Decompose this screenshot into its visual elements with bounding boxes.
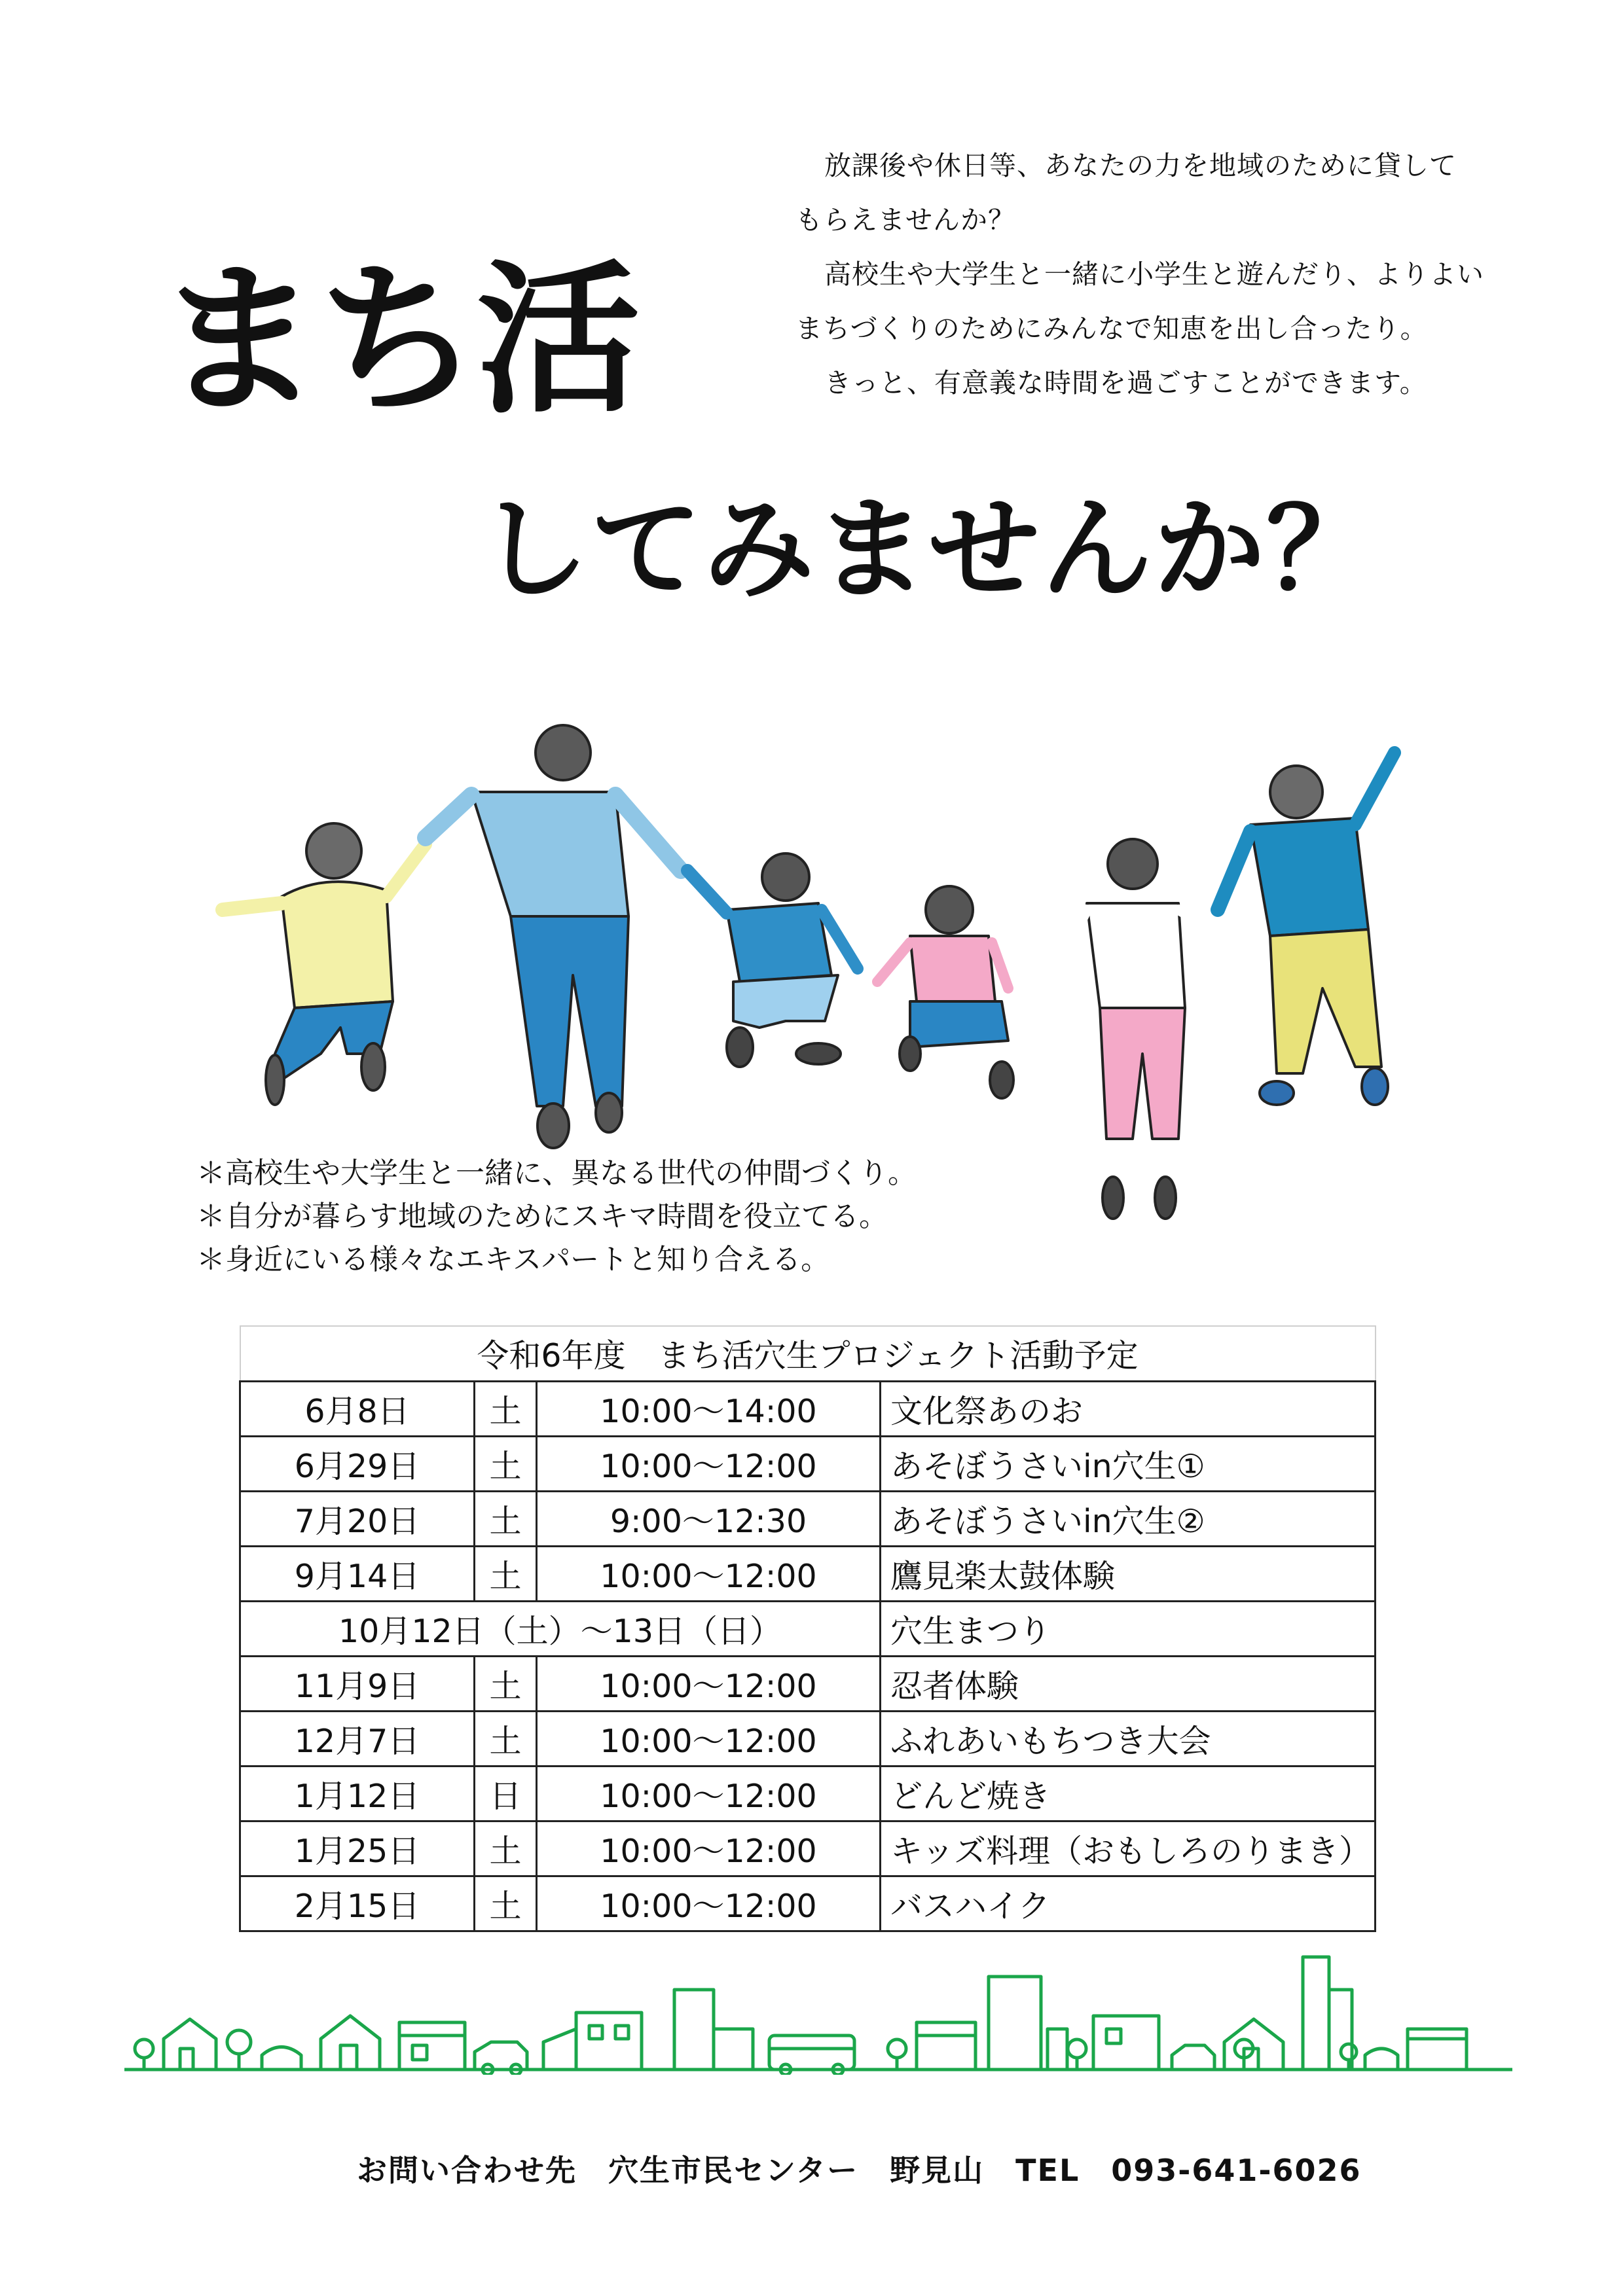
table-row: [240, 1382, 1376, 1437]
event-day: 土: [475, 1876, 537, 1931]
event-date-range: 10月12日（土）～13日（日）: [240, 1602, 881, 1657]
event-date: 7月20日: [240, 1492, 475, 1547]
event-activity: あそぼうさいin穴生②: [881, 1492, 1376, 1547]
event-date: 1月25日: [240, 1821, 475, 1876]
benefit-item: ＊身近にいる様々なエキスパートと知り合える。: [196, 1243, 830, 1276]
person-mother: [1048, 839, 1237, 1219]
event-activity: どんど焼き: [881, 1767, 1376, 1821]
event-day: 土: [475, 1437, 537, 1492]
schedule-title: 令和6年度 まち活穴生プロジェクト活動予定: [240, 1326, 1376, 1382]
person-grandfather: [1218, 753, 1395, 1105]
person-father: [426, 725, 681, 1148]
event-activity: 忍者体験: [881, 1657, 1376, 1712]
event-activity: ふれあいもちつき大会: [881, 1712, 1376, 1767]
person-boy: [687, 853, 858, 1067]
event-day: 土: [475, 1821, 537, 1876]
event-date: 1月12日: [240, 1767, 475, 1821]
event-activity: バスハイク: [881, 1876, 1376, 1931]
table-row: [240, 1547, 1376, 1602]
table-row: [240, 1602, 1376, 1657]
event-activity: キッズ料理（おもしろのりまき）: [881, 1821, 1376, 1876]
person-girl: [877, 886, 1013, 1098]
event-day: 土: [475, 1712, 537, 1767]
intro-line: 放課後や休日等、あなたの力を地域のために貸して: [824, 150, 1457, 181]
event-time: 10:00～12:00: [537, 1821, 881, 1876]
event-time: 10:00～12:00: [537, 1657, 881, 1712]
table-row: [240, 1492, 1376, 1547]
headline-sub: してみませんか？: [478, 485, 1379, 615]
event-date: 6月29日: [240, 1437, 475, 1492]
event-time: 9:00～12:30: [537, 1492, 881, 1547]
event-activity: 鷹見楽太鼓体験: [881, 1547, 1376, 1602]
table-row: [240, 1821, 1376, 1876]
intro-line: まちづくりのためにみんなで知恵を出し合ったり。: [795, 313, 1428, 344]
benefit-item: ＊自分が暮らす地域のためにスキマ時間を役立てる。: [196, 1200, 888, 1233]
event-time: 10:00～12:00: [537, 1437, 881, 1492]
event-date: 11月9日: [240, 1657, 475, 1712]
intro-line: 高校生や大学生と一緒に小学生と遊んだり、よりよい: [824, 259, 1484, 290]
family-jumping-illustration: [196, 713, 1453, 1224]
event-time: 10:00～12:00: [537, 1876, 881, 1931]
contact-info: お問い合わせ先 穴生市民センター 野見山 TEL 093-641-6026: [357, 2153, 1362, 2188]
table-row: [240, 1437, 1376, 1492]
schedule-title-row: [240, 1326, 1376, 1382]
table-row: [240, 1767, 1376, 1821]
benefit-item: ＊高校生や大学生と一緒に、異なる世代の仲間づくり。: [196, 1157, 917, 1190]
schedule-table: [239, 1325, 1376, 1932]
event-time: 10:00～14:00: [537, 1382, 881, 1437]
event-date: 6月8日: [240, 1382, 475, 1437]
event-day: 日: [475, 1767, 537, 1821]
event-activity: あそぼうさいin穴生①: [881, 1437, 1376, 1492]
event-date: 9月14日: [240, 1547, 475, 1602]
intro-line: もらえませんか？: [795, 204, 1015, 236]
table-row: [240, 1876, 1376, 1931]
intro-paragraph: [795, 139, 1555, 410]
event-day: 土: [475, 1657, 537, 1712]
event-day: 土: [475, 1492, 537, 1547]
intro-line: きっと、有意義な時間を過ごすことができます。: [824, 367, 1427, 399]
event-time: 10:00～12:00: [537, 1547, 881, 1602]
event-activity: 文化祭あのお: [881, 1382, 1376, 1437]
event-day: 土: [475, 1382, 537, 1437]
headline-main: まち活: [157, 245, 636, 435]
table-row: [240, 1657, 1376, 1712]
table-row: [240, 1712, 1376, 1767]
event-date: 12月7日: [240, 1712, 475, 1767]
event-activity: 穴生まつり: [881, 1602, 1376, 1657]
event-date: 2月15日: [240, 1876, 475, 1931]
event-time: 10:00～12:00: [537, 1767, 881, 1821]
town-skyline-illustration: [124, 1950, 1512, 2075]
event-day: 土: [475, 1547, 537, 1602]
event-time: 10:00～12:00: [537, 1712, 881, 1767]
person-grandmother: [223, 823, 426, 1105]
benefit-list: [196, 1152, 917, 1282]
